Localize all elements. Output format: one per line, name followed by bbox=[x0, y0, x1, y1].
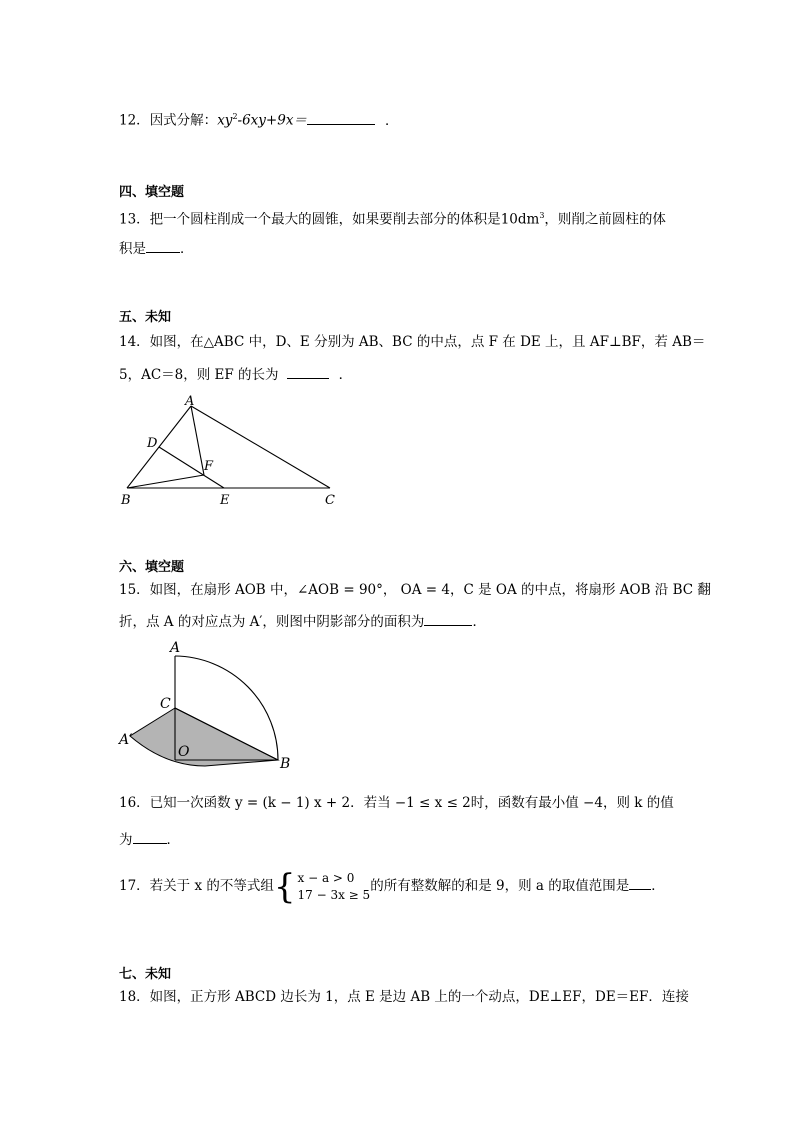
label-a: A bbox=[170, 640, 181, 656]
punctuation: ． bbox=[384, 112, 399, 129]
section-heading: 四、填空题 bbox=[119, 185, 185, 200]
question-15-line-1: 15．如图，在扇形 AOB 中，∠AOB = 90°， OA = 4，C 是 OA 的中点，将扇形 AOB 沿 BC 翻 bbox=[119, 582, 711, 598]
inequality-1: x − a > 0 bbox=[297, 870, 355, 885]
punctuation: ． bbox=[166, 832, 180, 848]
brace-icon: { bbox=[273, 866, 296, 907]
punctuation: ． bbox=[651, 878, 665, 894]
question-text: 积是 bbox=[119, 241, 146, 257]
question-16-line-2 bbox=[119, 830, 180, 849]
question-text: 17．若关于 x 的不等式组 bbox=[119, 878, 274, 894]
sector-figure bbox=[110, 636, 310, 786]
label-b: B bbox=[280, 756, 291, 772]
math-expr: -6xy+9x＝ bbox=[237, 112, 307, 129]
math-exponent: 2 bbox=[232, 112, 238, 121]
question-text: 5，AC＝8，则 EF 的长为 bbox=[119, 367, 279, 383]
label-o: O bbox=[178, 744, 190, 760]
inequality-system bbox=[298, 870, 371, 904]
label-b: B bbox=[121, 493, 131, 508]
section-heading: 六、填空题 bbox=[119, 560, 185, 575]
question-text: 为 bbox=[119, 832, 133, 848]
question-text: 因式分解： bbox=[149, 112, 218, 129]
label-a: A bbox=[185, 394, 195, 409]
triangle-figure bbox=[110, 392, 350, 512]
question-16-line-1: 16．已知一次函数 y = (k − 1) x + 2．若当 −1 ≤ x ≤ 2时，函数有最小值 −4，则 k 的值 bbox=[119, 795, 674, 811]
math-expr: 10dm bbox=[500, 211, 540, 228]
label-e: E bbox=[220, 493, 230, 508]
answer-blank[interactable] bbox=[133, 830, 167, 844]
question-12 bbox=[119, 108, 398, 130]
question-17 bbox=[119, 866, 665, 906]
question-number: 12． bbox=[119, 112, 150, 129]
question-text: ，则削之前圆柱的体 bbox=[544, 211, 666, 228]
section-heading: 七、未知 bbox=[119, 967, 172, 982]
punctuation: ． bbox=[338, 367, 353, 383]
label-f: F bbox=[204, 459, 214, 474]
label-a-prime: A′ bbox=[119, 732, 133, 748]
question-text: 的所有整数解的和是 9，则 a 的取值范围是 bbox=[370, 878, 630, 894]
label-c: C bbox=[325, 493, 335, 508]
answer-blank[interactable] bbox=[146, 239, 180, 253]
punctuation: ． bbox=[472, 614, 486, 630]
label-c: C bbox=[160, 696, 171, 712]
question-14-line-2 bbox=[119, 365, 352, 384]
question-15-line-2 bbox=[119, 612, 486, 631]
punctuation: ． bbox=[180, 241, 194, 257]
math-exponent: 3 bbox=[539, 211, 545, 220]
label-d: D bbox=[147, 436, 158, 451]
answer-blank[interactable] bbox=[424, 612, 472, 626]
question-text: 折，点 A 的对应点为 A′，则图中阴影部分的面积为 bbox=[119, 614, 425, 630]
question-14-line-1: 14．如图，在△ABC 中，D、E 分别为 AB、BC 的中点，点 F 在 DE 上，且 AF⊥BF，若 AB＝ bbox=[119, 334, 706, 350]
inequality-2: 17 − 3x ≥ 5 bbox=[297, 887, 371, 902]
question-text: 13．把一个圆柱削成一个最大的圆锥，如果要削去部分的体积是 bbox=[119, 211, 501, 228]
section-heading: 五、未知 bbox=[119, 310, 172, 325]
math-expr: xy bbox=[217, 112, 233, 129]
question-13-line-1 bbox=[119, 207, 666, 229]
answer-blank[interactable] bbox=[307, 111, 375, 125]
answer-blank[interactable] bbox=[287, 365, 329, 379]
question-13-line-2 bbox=[119, 239, 194, 258]
answer-blank[interactable] bbox=[629, 876, 651, 890]
question-18-line-1: 18．如图，正方形 ABCD 边长为 1，点 E 是边 AB 上的一个动点，DE⊥EF，DE＝EF．连接 bbox=[119, 989, 689, 1005]
